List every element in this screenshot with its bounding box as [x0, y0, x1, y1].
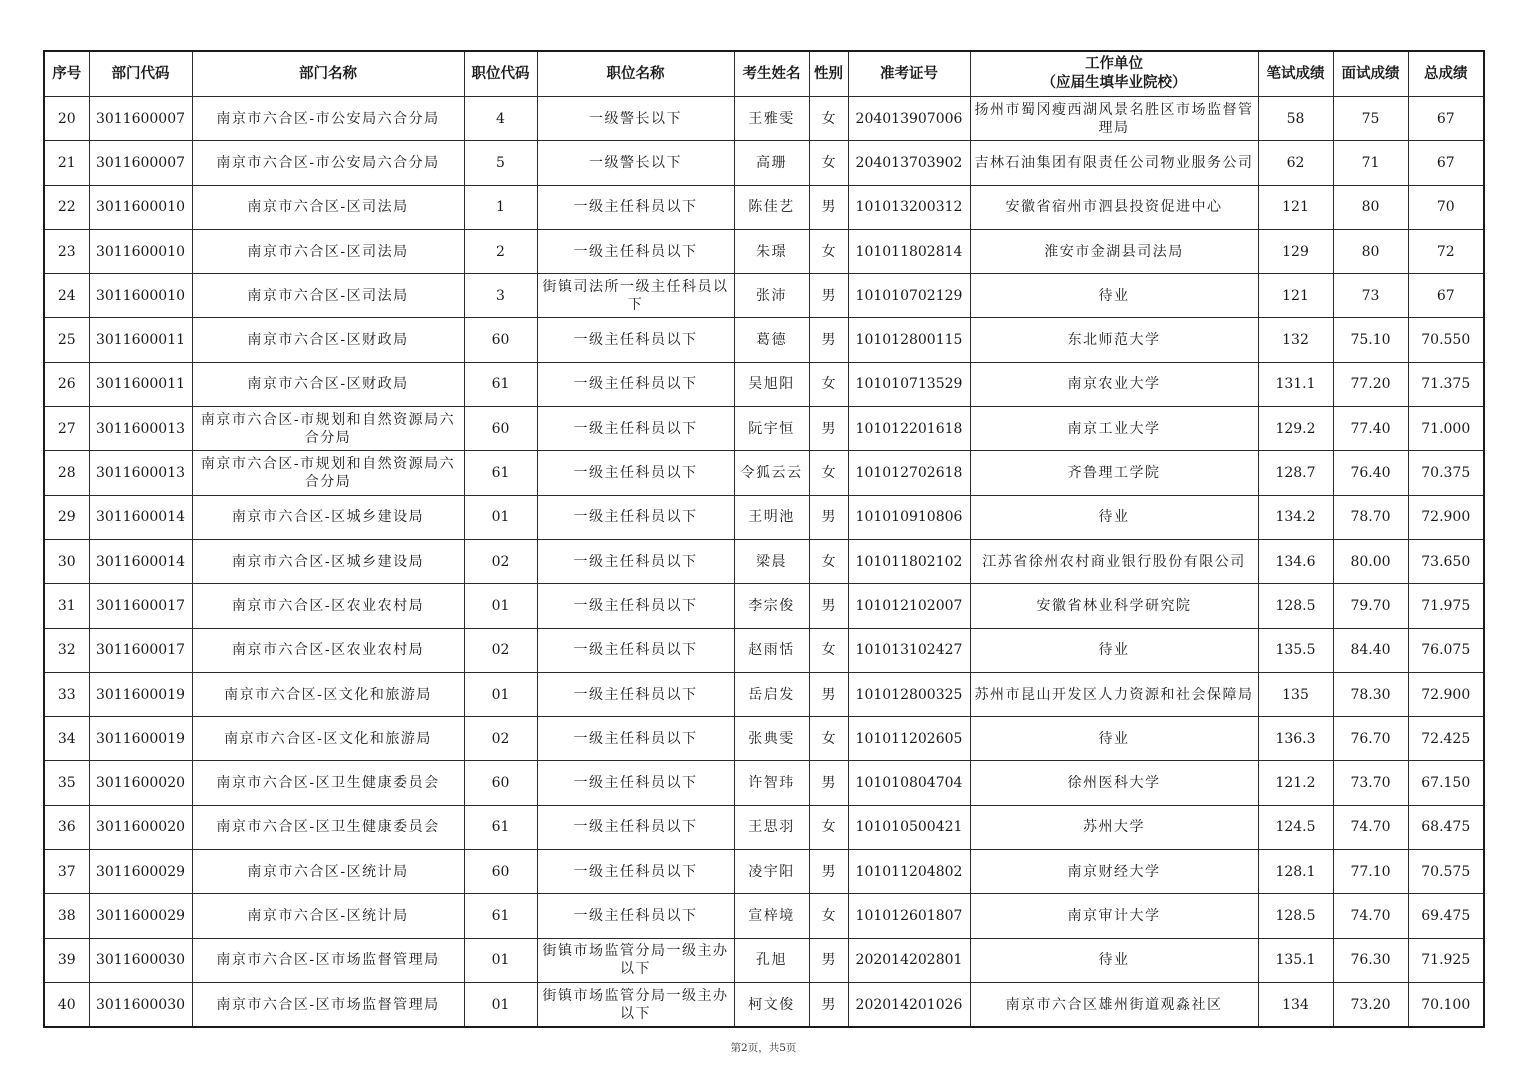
table-header — [44, 51, 1484, 97]
table-body — [44, 97, 1484, 1028]
cell-total: 71.375 — [1408, 362, 1484, 406]
cell-dept-code: 3011600011 — [89, 318, 192, 362]
cell-pos-name: 街镇市场监管分局一级主办以下 — [537, 982, 734, 1027]
cell-written: 128.1 — [1258, 850, 1333, 894]
work-unit-header-line2: （应届生填毕业院校） — [1041, 75, 1187, 91]
cell-interview: 76.70 — [1333, 717, 1408, 761]
cell-exam-no: 101011802814 — [848, 229, 970, 273]
cell-work-unit: 东北师范大学 — [970, 318, 1258, 362]
cell-dept-code: 3011600019 — [89, 717, 192, 761]
cell-pos-name: 一级主任科员以下 — [537, 185, 734, 229]
col-header-total: 总成绩 — [1408, 51, 1484, 97]
cell-written: 134.6 — [1258, 539, 1333, 583]
cell-interview: 71 — [1333, 141, 1408, 185]
cell-exam-no: 101012601807 — [848, 894, 970, 938]
col-header-dept-name: 部门名称 — [192, 51, 464, 97]
cell-gender: 男 — [809, 672, 848, 716]
cell-pos-name: 一级主任科员以下 — [537, 584, 734, 628]
cell-name: 陈佳艺 — [734, 185, 809, 229]
cell-pos-name: 一级主任科员以下 — [537, 362, 734, 406]
col-header-exam-no: 准考证号 — [848, 51, 970, 97]
cell-gender: 女 — [809, 805, 848, 849]
cell-exam-no: 101010713529 — [848, 362, 970, 406]
table-row — [44, 97, 1484, 141]
cell-work-unit: 待业 — [970, 717, 1258, 761]
cell-pos-code: 01 — [464, 495, 537, 539]
cell-dept-name: 南京市六合区-区司法局 — [192, 229, 464, 273]
cell-work-unit: 安徽省宿州市泗县投资促进中心 — [970, 185, 1258, 229]
cell-dept-code: 3011600020 — [89, 805, 192, 849]
cell-name: 宣梓境 — [734, 894, 809, 938]
cell-total: 76.075 — [1408, 628, 1484, 672]
cell-interview: 78.30 — [1333, 672, 1408, 716]
table-row — [44, 229, 1484, 273]
cell-total: 71.925 — [1408, 938, 1484, 982]
cell-name: 葛德 — [734, 318, 809, 362]
cell-work-unit: 待业 — [970, 938, 1258, 982]
cell-name: 王明池 — [734, 495, 809, 539]
cell-pos-name: 街镇市场监管分局一级主办以下 — [537, 938, 734, 982]
cell-gender: 女 — [809, 894, 848, 938]
cell-work-unit: 齐鲁理工学院 — [970, 451, 1258, 495]
cell-work-unit: 吉林石油集团有限责任公司物业服务公司 — [970, 141, 1258, 185]
cell-exam-no: 101012102007 — [848, 584, 970, 628]
cell-pos-name: 一级主任科员以下 — [537, 672, 734, 716]
cell-dept-code: 3011600013 — [89, 407, 192, 451]
table-row — [44, 185, 1484, 229]
cell-pos-code: 02 — [464, 628, 537, 672]
col-header-pos-name: 职位名称 — [537, 51, 734, 97]
cell-name: 梁晨 — [734, 539, 809, 583]
cell-interview: 77.20 — [1333, 362, 1408, 406]
cell-pos-name: 一级主任科员以下 — [537, 717, 734, 761]
score-table-sheet — [43, 50, 1483, 1028]
cell-total: 67.150 — [1408, 761, 1484, 805]
cell-pos-code: 60 — [464, 318, 537, 362]
cell-work-unit: 待业 — [970, 628, 1258, 672]
cell-interview: 78.70 — [1333, 495, 1408, 539]
cell-exam-no: 204013703902 — [848, 141, 970, 185]
col-header-work-unit — [970, 51, 1258, 97]
table-row — [44, 805, 1484, 849]
cell-interview: 74.70 — [1333, 894, 1408, 938]
cell-dept-name: 南京市六合区-区城乡建设局 — [192, 539, 464, 583]
cell-seq: 26 — [44, 362, 89, 406]
table-row — [44, 938, 1484, 982]
cell-dept-name: 南京市六合区-区文化和旅游局 — [192, 717, 464, 761]
cell-interview: 77.40 — [1333, 407, 1408, 451]
cell-total: 68.475 — [1408, 805, 1484, 849]
cell-seq: 40 — [44, 982, 89, 1027]
cell-name: 凌宇阳 — [734, 850, 809, 894]
cell-pos-name: 一级主任科员以下 — [537, 850, 734, 894]
cell-dept-name: 南京市六合区-区文化和旅游局 — [192, 672, 464, 716]
cell-dept-name: 南京市六合区-区农业农村局 — [192, 628, 464, 672]
cell-interview: 76.40 — [1333, 451, 1408, 495]
cell-dept-name: 南京市六合区-区财政局 — [192, 362, 464, 406]
cell-pos-code: 61 — [464, 451, 537, 495]
cell-written: 121 — [1258, 274, 1333, 318]
cell-work-unit: 待业 — [970, 495, 1258, 539]
cell-pos-code: 2 — [464, 229, 537, 273]
cell-seq: 33 — [44, 672, 89, 716]
cell-exam-no: 101011204802 — [848, 850, 970, 894]
cell-exam-no: 101010804704 — [848, 761, 970, 805]
cell-gender: 男 — [809, 495, 848, 539]
cell-name: 孔旭 — [734, 938, 809, 982]
cell-exam-no: 101011802102 — [848, 539, 970, 583]
cell-written: 129.2 — [1258, 407, 1333, 451]
table-row — [44, 584, 1484, 628]
cell-seq: 21 — [44, 141, 89, 185]
cell-name: 张典雯 — [734, 717, 809, 761]
table-row — [44, 362, 1484, 406]
cell-written: 135.5 — [1258, 628, 1333, 672]
table-row — [44, 451, 1484, 495]
cell-seq: 38 — [44, 894, 89, 938]
cell-written: 121.2 — [1258, 761, 1333, 805]
cell-dept-code: 3011600014 — [89, 495, 192, 539]
cell-pos-name: 一级警长以下 — [537, 97, 734, 141]
cell-pos-code: 61 — [464, 805, 537, 849]
col-header-gender: 性别 — [809, 51, 848, 97]
cell-work-unit: 南京市六合区雄州街道观淼社区 — [970, 982, 1258, 1027]
table-row — [44, 761, 1484, 805]
score-table — [43, 50, 1485, 1028]
cell-pos-name: 一级主任科员以下 — [537, 539, 734, 583]
cell-written: 132 — [1258, 318, 1333, 362]
cell-written: 135 — [1258, 672, 1333, 716]
cell-written: 131.1 — [1258, 362, 1333, 406]
cell-dept-name: 南京市六合区-区市场监督管理局 — [192, 938, 464, 982]
cell-name: 李宗俊 — [734, 584, 809, 628]
cell-interview: 80 — [1333, 229, 1408, 273]
cell-dept-name: 南京市六合区-区卫生健康委员会 — [192, 761, 464, 805]
cell-work-unit: 安徽省林业科学研究院 — [970, 584, 1258, 628]
cell-interview: 75 — [1333, 97, 1408, 141]
cell-seq: 36 — [44, 805, 89, 849]
cell-dept-code: 3011600013 — [89, 451, 192, 495]
cell-pos-code: 02 — [464, 539, 537, 583]
cell-written: 58 — [1258, 97, 1333, 141]
cell-seq: 23 — [44, 229, 89, 273]
cell-total: 71.000 — [1408, 407, 1484, 451]
cell-total: 69.475 — [1408, 894, 1484, 938]
cell-exam-no: 202014202801 — [848, 938, 970, 982]
cell-name: 赵雨恬 — [734, 628, 809, 672]
cell-pos-code: 01 — [464, 982, 537, 1027]
table-row — [44, 628, 1484, 672]
cell-interview: 75.10 — [1333, 318, 1408, 362]
page-indicator: 第2页，共5页 — [730, 1042, 797, 1054]
cell-name: 吴旭阳 — [734, 362, 809, 406]
cell-work-unit: 南京审计大学 — [970, 894, 1258, 938]
cell-pos-name: 一级主任科员以下 — [537, 894, 734, 938]
cell-pos-code: 01 — [464, 938, 537, 982]
cell-pos-code: 02 — [464, 717, 537, 761]
work-unit-header-line1: 工作单位 — [1085, 56, 1143, 72]
table-row — [44, 717, 1484, 761]
cell-work-unit: 南京财经大学 — [970, 850, 1258, 894]
cell-seq: 29 — [44, 495, 89, 539]
cell-dept-code: 3011600011 — [89, 362, 192, 406]
cell-dept-name: 南京市六合区-区统计局 — [192, 894, 464, 938]
cell-pos-code: 61 — [464, 894, 537, 938]
cell-pos-name: 一级警长以下 — [537, 141, 734, 185]
cell-seq: 35 — [44, 761, 89, 805]
table-row — [44, 850, 1484, 894]
cell-total: 71.975 — [1408, 584, 1484, 628]
cell-exam-no: 101012800115 — [848, 318, 970, 362]
cell-written: 124.5 — [1258, 805, 1333, 849]
cell-dept-code: 3011600019 — [89, 672, 192, 716]
cell-gender: 女 — [809, 229, 848, 273]
cell-dept-code: 3011600017 — [89, 628, 192, 672]
cell-dept-name: 南京市六合区-市规划和自然资源局六合分局 — [192, 451, 464, 495]
cell-seq: 39 — [44, 938, 89, 982]
cell-written: 129 — [1258, 229, 1333, 273]
cell-exam-no: 101013102427 — [848, 628, 970, 672]
cell-name: 柯文俊 — [734, 982, 809, 1027]
cell-pos-name: 一级主任科员以下 — [537, 495, 734, 539]
cell-exam-no: 101010500421 — [848, 805, 970, 849]
cell-pos-name: 一级主任科员以下 — [537, 761, 734, 805]
cell-dept-code: 3011600007 — [89, 141, 192, 185]
cell-name: 令狐云云 — [734, 451, 809, 495]
cell-gender: 女 — [809, 141, 848, 185]
cell-dept-code: 3011600010 — [89, 229, 192, 273]
cell-interview: 73.20 — [1333, 982, 1408, 1027]
cell-written: 128.5 — [1258, 894, 1333, 938]
cell-pos-code: 60 — [464, 761, 537, 805]
col-header-written: 笔试成绩 — [1258, 51, 1333, 97]
cell-total: 67 — [1408, 97, 1484, 141]
cell-dept-code: 3011600014 — [89, 539, 192, 583]
cell-pos-code: 1 — [464, 185, 537, 229]
cell-seq: 28 — [44, 451, 89, 495]
col-header-interview: 面试成绩 — [1333, 51, 1408, 97]
cell-pos-code: 4 — [464, 97, 537, 141]
cell-dept-name: 南京市六合区-市公安局六合分局 — [192, 141, 464, 185]
cell-gender: 男 — [809, 407, 848, 451]
cell-seq: 25 — [44, 318, 89, 362]
cell-gender: 男 — [809, 318, 848, 362]
cell-gender: 女 — [809, 451, 848, 495]
cell-dept-name: 南京市六合区-市规划和自然资源局六合分局 — [192, 407, 464, 451]
cell-pos-code: 01 — [464, 584, 537, 628]
cell-dept-name: 南京市六合区-区统计局 — [192, 850, 464, 894]
cell-dept-code: 3011600010 — [89, 274, 192, 318]
cell-seq: 20 — [44, 97, 89, 141]
cell-written: 134.2 — [1258, 495, 1333, 539]
cell-seq: 31 — [44, 584, 89, 628]
cell-total: 67 — [1408, 274, 1484, 318]
cell-work-unit: 南京工业大学 — [970, 407, 1258, 451]
cell-gender: 男 — [809, 761, 848, 805]
cell-work-unit: 扬州市蜀冈瘦西湖风景名胜区市场监督管理局 — [970, 97, 1258, 141]
header-row — [44, 51, 1484, 97]
cell-exam-no: 101010910806 — [848, 495, 970, 539]
cell-dept-name: 南京市六合区-市公安局六合分局 — [192, 97, 464, 141]
cell-written: 62 — [1258, 141, 1333, 185]
table-row — [44, 539, 1484, 583]
cell-name: 岳启发 — [734, 672, 809, 716]
col-header-seq: 序号 — [44, 51, 89, 97]
col-header-dept-code: 部门代码 — [89, 51, 192, 97]
cell-total: 70.575 — [1408, 850, 1484, 894]
cell-seq: 30 — [44, 539, 89, 583]
cell-interview: 73 — [1333, 274, 1408, 318]
cell-work-unit: 江苏省徐州农村商业银行股份有限公司 — [970, 539, 1258, 583]
cell-total: 70.550 — [1408, 318, 1484, 362]
cell-pos-name: 一级主任科员以下 — [537, 407, 734, 451]
cell-dept-code: 3011600029 — [89, 850, 192, 894]
cell-written: 128.5 — [1258, 584, 1333, 628]
cell-written: 136.3 — [1258, 717, 1333, 761]
cell-name: 王雅雯 — [734, 97, 809, 141]
table-row — [44, 318, 1484, 362]
table-row — [44, 894, 1484, 938]
cell-dept-code: 3011600029 — [89, 894, 192, 938]
cell-gender: 男 — [809, 982, 848, 1027]
cell-dept-code: 3011600020 — [89, 761, 192, 805]
cell-seq: 32 — [44, 628, 89, 672]
table-row — [44, 982, 1484, 1027]
cell-interview: 80.00 — [1333, 539, 1408, 583]
cell-work-unit: 待业 — [970, 274, 1258, 318]
cell-written: 135.1 — [1258, 938, 1333, 982]
cell-dept-name: 南京市六合区-区农业农村局 — [192, 584, 464, 628]
cell-gender: 女 — [809, 628, 848, 672]
cell-total: 70.100 — [1408, 982, 1484, 1027]
cell-dept-name: 南京市六合区-区财政局 — [192, 318, 464, 362]
cell-interview: 73.70 — [1333, 761, 1408, 805]
cell-dept-code: 3011600030 — [89, 938, 192, 982]
cell-pos-code: 3 — [464, 274, 537, 318]
col-header-pos-code: 职位代码 — [464, 51, 537, 97]
cell-pos-name: 一级主任科员以下 — [537, 318, 734, 362]
cell-dept-name: 南京市六合区-区卫生健康委员会 — [192, 805, 464, 849]
cell-written: 128.7 — [1258, 451, 1333, 495]
cell-dept-name: 南京市六合区-区市场监督管理局 — [192, 982, 464, 1027]
cell-dept-name: 南京市六合区-区司法局 — [192, 185, 464, 229]
cell-pos-name: 一级主任科员以下 — [537, 805, 734, 849]
cell-gender: 男 — [809, 850, 848, 894]
cell-pos-name: 街镇司法所一级主任科员以下 — [537, 274, 734, 318]
cell-pos-code: 60 — [464, 407, 537, 451]
cell-work-unit: 苏州市昆山开发区人力资源和社会保障局 — [970, 672, 1258, 716]
cell-exam-no: 101011202605 — [848, 717, 970, 761]
cell-seq: 37 — [44, 850, 89, 894]
table-row — [44, 672, 1484, 716]
cell-exam-no: 101013200312 — [848, 185, 970, 229]
cell-dept-code: 3011600017 — [89, 584, 192, 628]
cell-dept-name: 南京市六合区-区司法局 — [192, 274, 464, 318]
cell-dept-code: 3011600010 — [89, 185, 192, 229]
cell-exam-no: 202014201026 — [848, 982, 970, 1027]
table-row — [44, 407, 1484, 451]
cell-exam-no: 101012800325 — [848, 672, 970, 716]
cell-seq: 34 — [44, 717, 89, 761]
cell-exam-no: 101012702618 — [848, 451, 970, 495]
cell-dept-code: 3011600030 — [89, 982, 192, 1027]
cell-total: 70 — [1408, 185, 1484, 229]
col-header-name: 考生姓名 — [734, 51, 809, 97]
cell-total: 72.900 — [1408, 672, 1484, 716]
cell-gender: 女 — [809, 717, 848, 761]
cell-pos-name: 一级主任科员以下 — [537, 451, 734, 495]
cell-work-unit: 徐州医科大学 — [970, 761, 1258, 805]
cell-pos-name: 一级主任科员以下 — [537, 229, 734, 273]
cell-name: 张沛 — [734, 274, 809, 318]
cell-total: 72 — [1408, 229, 1484, 273]
cell-work-unit: 南京农业大学 — [970, 362, 1258, 406]
cell-interview: 80 — [1333, 185, 1408, 229]
cell-interview: 84.40 — [1333, 628, 1408, 672]
cell-pos-code: 61 — [464, 362, 537, 406]
cell-name: 许智玮 — [734, 761, 809, 805]
cell-interview: 74.70 — [1333, 805, 1408, 849]
cell-gender: 女 — [809, 362, 848, 406]
cell-pos-code: 5 — [464, 141, 537, 185]
table-row — [44, 495, 1484, 539]
cell-name: 王思羽 — [734, 805, 809, 849]
cell-total: 67 — [1408, 141, 1484, 185]
table-row — [44, 141, 1484, 185]
cell-name: 朱璟 — [734, 229, 809, 273]
cell-name: 高珊 — [734, 141, 809, 185]
cell-gender: 男 — [809, 185, 848, 229]
cell-gender: 男 — [809, 584, 848, 628]
cell-pos-name: 一级主任科员以下 — [537, 628, 734, 672]
cell-written: 121 — [1258, 185, 1333, 229]
cell-exam-no: 101012201618 — [848, 407, 970, 451]
cell-total: 73.650 — [1408, 539, 1484, 583]
cell-seq: 27 — [44, 407, 89, 451]
cell-interview: 79.70 — [1333, 584, 1408, 628]
cell-total: 72.900 — [1408, 495, 1484, 539]
cell-interview: 77.10 — [1333, 850, 1408, 894]
cell-gender: 女 — [809, 97, 848, 141]
cell-gender: 男 — [809, 274, 848, 318]
cell-seq: 24 — [44, 274, 89, 318]
cell-work-unit: 苏州大学 — [970, 805, 1258, 849]
cell-interview: 76.30 — [1333, 938, 1408, 982]
cell-gender: 男 — [809, 938, 848, 982]
cell-total: 72.425 — [1408, 717, 1484, 761]
cell-gender: 女 — [809, 539, 848, 583]
cell-work-unit: 淮安市金湖县司法局 — [970, 229, 1258, 273]
cell-dept-name: 南京市六合区-区城乡建设局 — [192, 495, 464, 539]
cell-exam-no: 204013907006 — [848, 97, 970, 141]
cell-written: 134 — [1258, 982, 1333, 1027]
cell-total: 70.375 — [1408, 451, 1484, 495]
cell-dept-code: 3011600007 — [89, 97, 192, 141]
cell-pos-code: 01 — [464, 672, 537, 716]
cell-exam-no: 101010702129 — [848, 274, 970, 318]
cell-seq: 22 — [44, 185, 89, 229]
cell-name: 阮宇恒 — [734, 407, 809, 451]
table-row — [44, 274, 1484, 318]
cell-pos-code: 60 — [464, 850, 537, 894]
